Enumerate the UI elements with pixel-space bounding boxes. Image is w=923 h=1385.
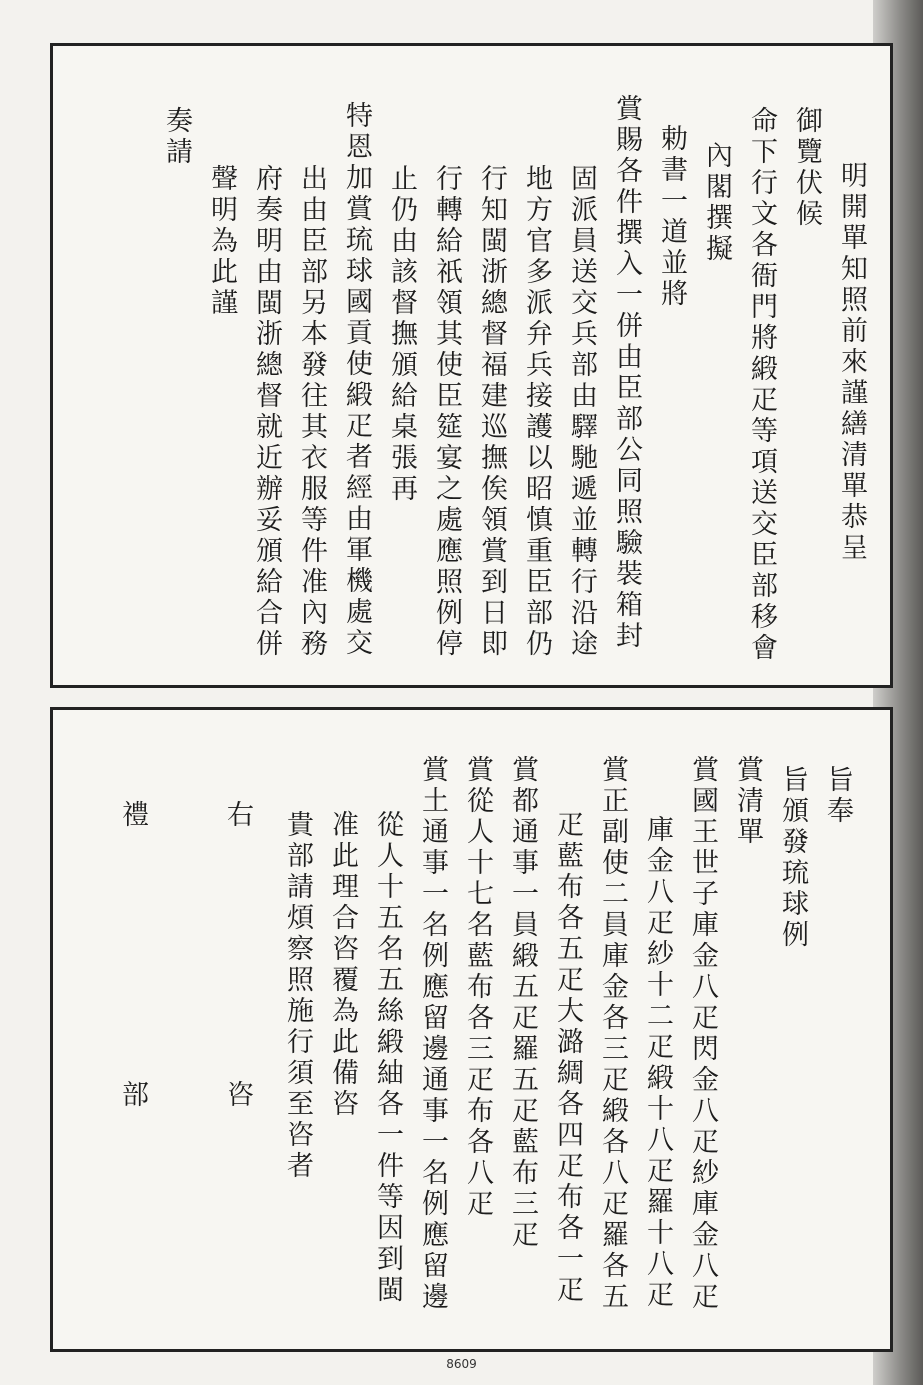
text-column: 從人十五名五絲緞紬各一件等因到閩 — [372, 810, 403, 1306]
text-column: 聲明為此謹 — [206, 164, 237, 319]
text-column: 行知閩浙總督福建巡撫俟領賞到日即 — [476, 164, 507, 660]
text-column: 內閣撰擬 — [701, 141, 732, 265]
text-column: 右 — [222, 800, 253, 831]
text-column: 賞都通事一員緞五疋羅五疋藍布三疋 — [507, 755, 538, 1251]
text-column: 勅書一道並將 — [656, 124, 687, 310]
text-column: 咨 — [222, 1080, 253, 1111]
text-column: 賞正副使二員庫金各三疋緞各八疋羅各五 — [597, 755, 628, 1313]
text-column: 賞清單 — [732, 755, 763, 848]
text-column: 旨奉 — [822, 765, 853, 827]
text-column: 旨頒發琉球例 — [777, 765, 808, 951]
bottom-document-panel — [50, 707, 893, 1352]
text-column: 准此理合咨覆為此備咨 — [327, 810, 358, 1120]
text-column: 奏請 — [161, 106, 192, 168]
text-column: 貴部請煩察照施行須至咨者 — [282, 810, 313, 1182]
text-column: 御覽伏候 — [791, 106, 822, 230]
text-column: 賞國王世子庫金八疋閃金八疋紗庫金八疋 — [687, 755, 718, 1313]
page-number: 8609 — [446, 1357, 477, 1371]
text-column: 命下行文各衙門將緞疋等項送交臣部移會 — [746, 106, 777, 664]
text-column: 固派員送交兵部由驛馳遞並轉行沿途 — [566, 164, 597, 660]
text-column: 行轉給祇領其使臣筵宴之處應照例停 — [431, 164, 462, 660]
text-column: 明開單知照前來謹繕清單恭呈 — [836, 161, 867, 564]
text-column: 特恩加賞琉球國貢使緞疋者經由軍機處交 — [341, 101, 372, 659]
text-column: 部 — [117, 1080, 148, 1111]
top-document-panel — [50, 43, 893, 688]
text-column: 賞土通事一名例應留邊通事一名例應留邊 — [417, 755, 448, 1313]
text-column: 地方官多派弁兵接護以昭慎重臣部仍 — [521, 164, 552, 660]
text-column: 疋藍布各五疋大潞綢各四疋布各一疋 — [552, 810, 583, 1306]
text-column: 府奏明由閩浙總督就近辦妥頒給合併 — [251, 164, 282, 660]
text-column: 禮 — [117, 800, 148, 831]
text-column: 賞賜各件撰入一併由臣部公同照驗裝箱封 — [611, 94, 642, 652]
text-column: 賞從人十七名藍布各三疋布各八疋 — [462, 755, 493, 1220]
text-column: 出由臣部另本發往其衣服等件准內務 — [296, 164, 327, 660]
text-column: 止仍由該督撫頒給桌張再 — [386, 164, 417, 505]
text-column: 庫金八疋紗十二疋緞十八疋羅十八疋 — [642, 815, 673, 1311]
